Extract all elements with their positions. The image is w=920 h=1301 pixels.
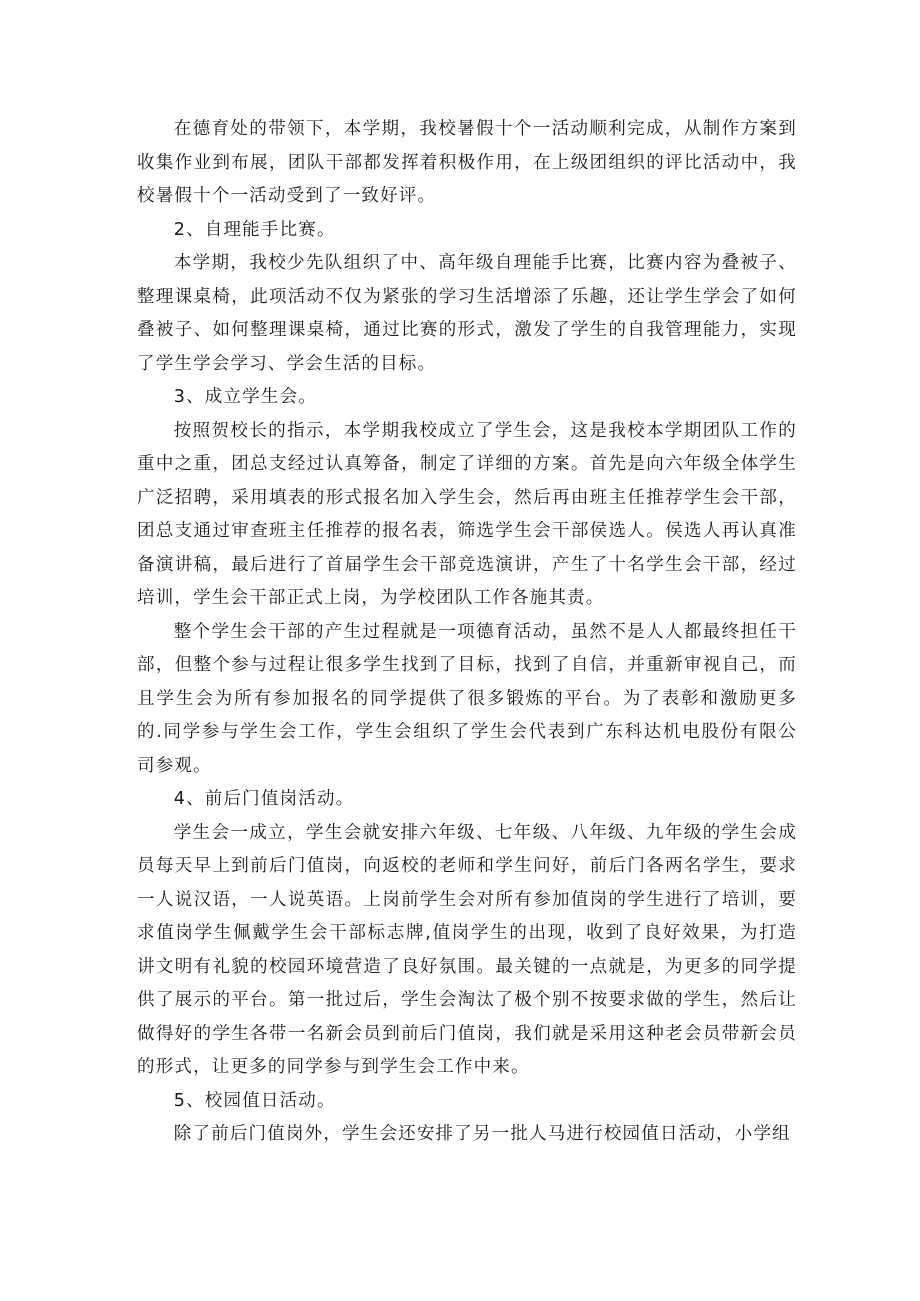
paragraph-student-union-process: 整个学生会干部的产生过程就是一项德育活动，虽然不是人人都最终担任干部，但整个参与过程让很多学生找到了目标，找到了自信，并重新审视自己，而且学生会为所有参加报名的同学提供了很多锻炼的平台。为了表彰和激励更多的.同学参与学生会工作，学生会组织了学生会代表到广东科达机电股份有限公司参观。 <box>137 621 797 776</box>
paragraph-self-care-contest: 本学期，我校少先队组织了中、高年级自理能手比赛，比赛内容为叠被子、整理课桌椅，此项活动不仅为紧张的学习生活增添了乐趣，还让学生学会了如何叠被子、如何整理课桌椅，通过比赛的形式，激发了学生的自我管理能力，实现了学生学会学习、学会生活的目标。 <box>137 253 797 374</box>
paragraph-gate-duty: 学生会一成立，学生会就安排六年级、七年级、八年级、九年级的学生会成员每天早上到前后门值岗，向返校的老师和学生问好，前后门各两名学生，要求一人说汉语，一人说英语。上岗前学生会对所有参加值岗的学生进行了培训，要求值岗学生佩戴学生会干部标志牌,值岗学生的出现，收到了良好效果，为打造讲文明有礼貌的校园环境营造了良好氛围。最关键的一点就是，为更多的同学提供了展示的平台。第一批过后，学生会淘汰了极个别不按要求做的学生，然后让做得好的学生各带一名新会员到前后门值岗，我们就是采用这种老会员带新会员的形式，让更多的同学参与到学生会工作中来。 <box>137 822 797 1077</box>
section-heading-student-union: 3、成立学生会。 <box>173 387 317 407</box>
paragraph-summer-activity: 在德育处的带领下，本学期，我校暑假十个一活动顺利完成，从制作方案到收集作业到布展，团队干部都发挥着积极作用，在上级团组织的评比活动中，我校暑假十个一活动受到了一致好评。 <box>137 119 797 206</box>
section-heading-campus-duty: 5、校园值日活动。 <box>173 1090 336 1111</box>
section-heading-gate-duty: 4、前后门值岗活动。 <box>173 789 355 809</box>
document-body <box>137 113 797 1152</box>
paragraph-campus-duty: 除了前后门值岗外，学生会还安排了另一批人马进行校园值日活动，小学组 <box>173 1124 791 1144</box>
section-heading-self-care-contest: 2、自理能手比赛。 <box>173 219 336 240</box>
paragraph-student-union-setup: 按照贺校长的指示，本学期我校成立了学生会，这是我校本学期团队工作的重中之重，团总支经过认真筹备，制定了详细的方案。首先是向六年级全体学生广泛招聘，采用填表的形式报名加入学生会，然后再由班主任推荐学生会干部，团总支通过审查班主任推荐的报名表，筛选学生会干部侯选人。侯选人再认真准备演讲稿，最后进行了首届学生会干部竞选演讲，产生了十名学生会干部，经过培训，学生会干部正式上岗，为学校团队工作各施其责。 <box>137 420 797 608</box>
